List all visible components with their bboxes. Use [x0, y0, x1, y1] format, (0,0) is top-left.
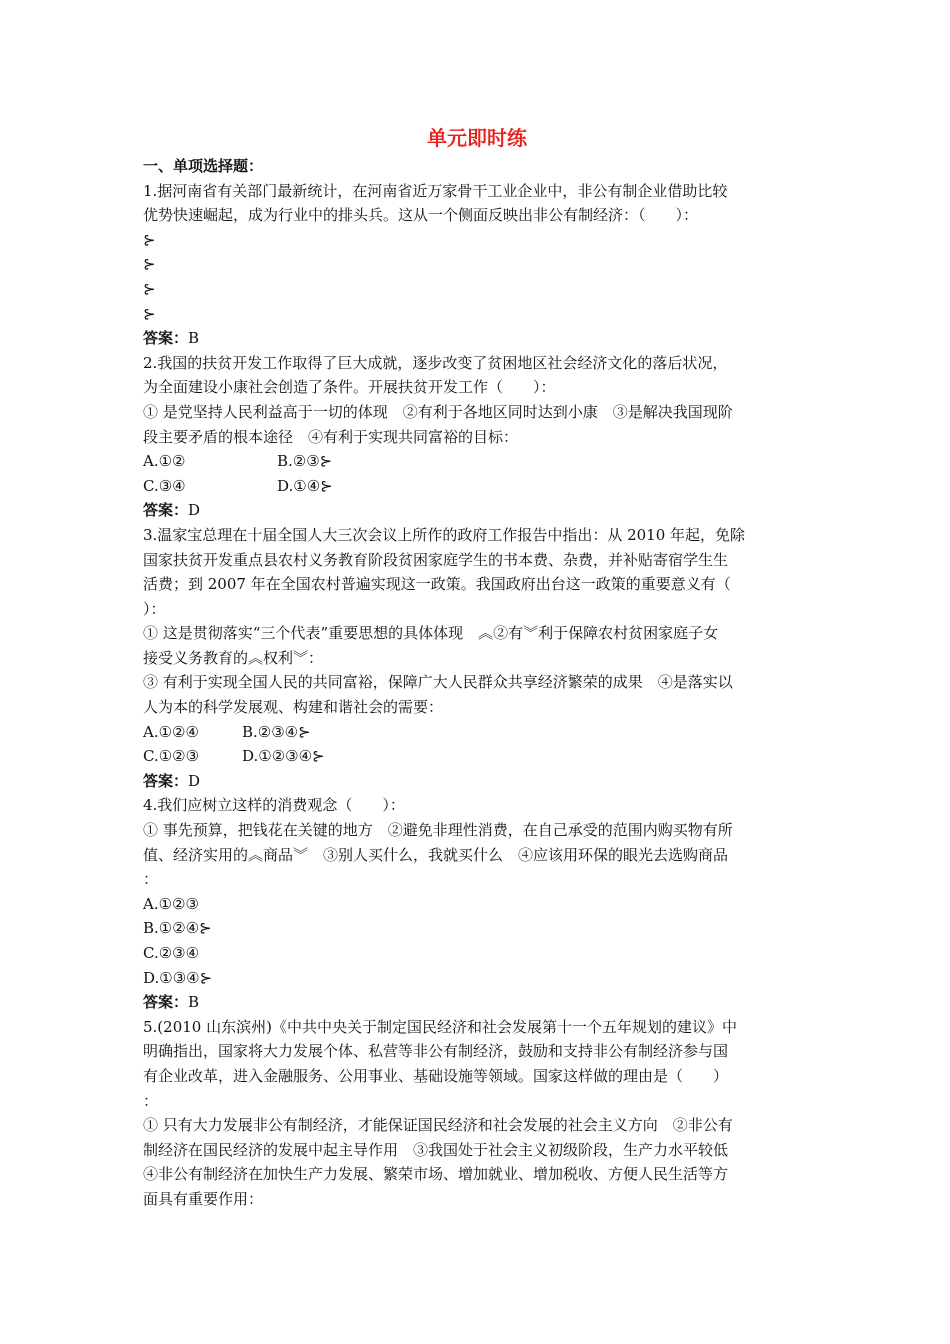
question-text-line: ① 是党坚持人民利益高于一切的体现 ②有利于各地区同时达到小康 ③是解决我国现阶 [143, 402, 733, 421]
question-2 [143, 351, 811, 523]
option-mark-icon: ⊱ [143, 230, 156, 249]
question-1 [143, 179, 811, 351]
question-text-line: 段主要矛盾的根本途径 ④有利于实现共同富裕的目标： [143, 427, 519, 446]
question-text-line: 面具有重要作用： [143, 1189, 264, 1208]
option-row [143, 474, 811, 499]
page-title: 单元即时练 [427, 126, 527, 150]
answer-value: B [188, 329, 200, 348]
question-text-line: 3.温家宝总理在十届全国人大三次会议上所作的政府工作报告中指出：从 2010 年起，免除 [143, 525, 746, 544]
answer-line [143, 769, 811, 794]
answer-line [143, 990, 811, 1015]
answer-line [143, 326, 811, 351]
option-row [143, 449, 811, 474]
question-text-line: ③ 有利于实现全国人民的共同富裕，保障广大人民群众共享经济繁荣的成果 ④是落实以 [143, 673, 733, 692]
question-text-line: 制经济在国民经济的发展中起主导作用 ③我国处于社会主义初级阶段，生产力水平较低 [143, 1140, 729, 1159]
option-mark-icon: ⊱ [143, 255, 156, 274]
option-row [143, 720, 811, 745]
question-text-line: 明确指出，国家将大力发展个体、私营等非公有制经济，鼓励和支持非公有制经济参与国 [143, 1042, 729, 1061]
answer-label: 答案： [143, 501, 189, 520]
question-3 [143, 523, 811, 794]
option-d: D.①②③④⊱ [242, 747, 325, 766]
question-text-line: 1.据河南省有关部门最新统计，在河南省近万家骨干工业企业中，非公有制企业借助比较 [143, 181, 728, 200]
answer-value: D [188, 501, 201, 520]
question-text-line: 值、经济实用的︽商品︾ ③别人买什么，我就买什么 ④应该用环保的眼光去选购商品 [143, 845, 729, 864]
question-text-line: ： [143, 870, 159, 889]
option-b: B.②③④⊱ [242, 722, 311, 741]
question-text-line: ）： [143, 599, 166, 618]
question-text-line: 人为本的科学发展观、构建和谐社会的需要： [143, 698, 444, 717]
option-a: A.①②③ [143, 894, 199, 913]
question-text-line: 有企业改革，进入金融服务、公用事业、基础设施等领域。国家这样做的理由是（ ） [143, 1066, 729, 1085]
option-a: A.①②④ [143, 722, 199, 741]
question-4 [143, 793, 811, 1014]
section-heading: 一、单项选择题： [143, 157, 264, 175]
question-text-line: 为全面建设小康社会创造了条件。开展扶贫开发工作（ ）： [143, 378, 556, 397]
question-text-line: ： [143, 1091, 159, 1110]
option-b: B.②③⊱ [277, 452, 333, 471]
answer-label: 答案： [143, 993, 189, 1012]
answer-line [143, 498, 811, 523]
question-text-line: ① 这是贯彻落实“三个代表”重要思想的具体体现 ︽②有︾利于保障农村贫困家庭子女 [143, 624, 719, 643]
option-c: C.③④ [143, 476, 186, 495]
question-text-line: 2.我国的扶贫开发工作取得了巨大成就，逐步改变了贫困地区社会经济文化的落后状况， [143, 353, 728, 372]
option-a: A.①② [143, 452, 186, 471]
option-b: B.①②④⊱ [143, 919, 212, 938]
question-5 [143, 1015, 811, 1212]
question-text-line: 接受义务教育的︽权利︾： [143, 648, 324, 667]
option-row [143, 744, 811, 769]
question-text-line: 活费；到 2007 年在全国农村普遍实现这一政策。我国政府出台这一政策的重要意义有（ [143, 575, 731, 594]
answer-value: B [188, 993, 200, 1012]
answer-label: 答案： [143, 771, 189, 790]
option-d: D.①④⊱ [277, 476, 333, 495]
question-text-line: 国家扶贫开发重点县农村义务教育阶段贫困家庭学生的书本费、杂费，并补贴寄宿学生生 [143, 550, 729, 569]
option-c: C.②③④ [143, 944, 200, 962]
question-text-line: ④非公有制经济在加快生产力发展、繁荣市场、增加就业、增加税收、方便人民生活等方 [143, 1165, 729, 1184]
question-text-line: 4.我们应树立这样的消费观念（ ）： [143, 796, 405, 815]
option-mark-icon: ⊱ [143, 279, 156, 298]
question-text-line: 5.(2010 山东滨州)《中共中央关于制定国民经济和社会发展第十一个五年规划的建议》中 [143, 1017, 737, 1036]
answer-value: D [188, 771, 201, 790]
option-c: C.①②③ [143, 747, 200, 766]
question-text-line: 优势快速崛起，成为行业中的排头兵。这从一个侧面反映出非公有制经济：（ ）： [143, 206, 699, 225]
document-page [143, 122, 811, 1212]
question-text-line: ① 只有大力发展非公有制经济，才能保证国民经济和社会发展的社会主义方向 ②非公有 [143, 1116, 733, 1135]
option-mark-icon: ⊱ [143, 304, 156, 323]
answer-label: 答案： [143, 329, 189, 348]
question-text-line: ① 事先预算，把钱花在关键的地方 ②避免非理性消费，在自己承受的范围内购买物有所 [143, 821, 733, 840]
option-d: D.①③④⊱ [143, 968, 213, 987]
